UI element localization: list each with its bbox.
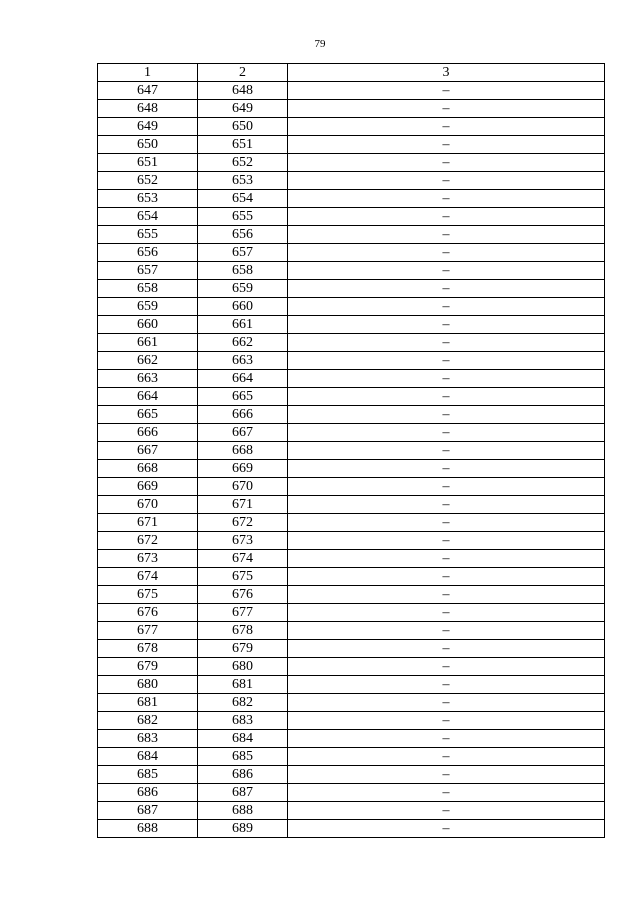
table-cell: 685: [98, 766, 198, 784]
table-cell: 662: [98, 352, 198, 370]
table-cell: 665: [198, 388, 288, 406]
table-row: [98, 496, 605, 514]
table-cell: –: [288, 298, 605, 316]
table-cell: 676: [198, 586, 288, 604]
table-cell: 661: [198, 316, 288, 334]
table-cell: 660: [198, 298, 288, 316]
table-cell: 675: [98, 586, 198, 604]
table-cell: 677: [98, 622, 198, 640]
table-row: [98, 82, 605, 100]
table-row: [98, 748, 605, 766]
table-cell: –: [288, 694, 605, 712]
table-cell: 669: [198, 460, 288, 478]
table-cell: 670: [198, 478, 288, 496]
table-cell: –: [288, 640, 605, 658]
table-row: [98, 784, 605, 802]
table-cell: 673: [198, 532, 288, 550]
table-cell: 686: [198, 766, 288, 784]
table-cell: 657: [98, 262, 198, 280]
table-cell: –: [288, 442, 605, 460]
table-cell: –: [288, 406, 605, 424]
table-cell: 673: [98, 550, 198, 568]
table-cell: 672: [198, 514, 288, 532]
table-cell: –: [288, 496, 605, 514]
table-row: [98, 100, 605, 118]
table-row: [98, 172, 605, 190]
table-cell: 654: [98, 208, 198, 226]
table-row: [98, 280, 605, 298]
table-cell: 648: [98, 100, 198, 118]
table-row: [98, 406, 605, 424]
table-row: [98, 820, 605, 838]
table-cell: 667: [98, 442, 198, 460]
table-cell: 656: [198, 226, 288, 244]
table-cell: –: [288, 244, 605, 262]
table-cell: 650: [198, 118, 288, 136]
table-row: [98, 460, 605, 478]
table-cell: –: [288, 478, 605, 496]
table-cell: –: [288, 748, 605, 766]
table-cell: –: [288, 118, 605, 136]
table-cell: –: [288, 190, 605, 208]
table-cell: 683: [198, 712, 288, 730]
column-header: 1: [98, 64, 198, 82]
table-cell: –: [288, 100, 605, 118]
table-cell: 682: [198, 694, 288, 712]
table-row: [98, 226, 605, 244]
table-cell: 681: [98, 694, 198, 712]
table-row: [98, 568, 605, 586]
table-row: [98, 640, 605, 658]
table-cell: 674: [98, 568, 198, 586]
table-cell: 655: [198, 208, 288, 226]
table-cell: –: [288, 712, 605, 730]
table-cell: –: [288, 820, 605, 838]
table-cell: 671: [98, 514, 198, 532]
table-row: [98, 424, 605, 442]
table-cell: 672: [98, 532, 198, 550]
table-cell: –: [288, 370, 605, 388]
table-row: [98, 118, 605, 136]
table-cell: 682: [98, 712, 198, 730]
table-cell: 647: [98, 82, 198, 100]
table-row: [98, 676, 605, 694]
table-cell: 653: [198, 172, 288, 190]
page-number: 79: [314, 38, 326, 50]
table-row: [98, 190, 605, 208]
table-cell: –: [288, 604, 605, 622]
table-row: [98, 316, 605, 334]
table-row: [98, 262, 605, 280]
table-row: [98, 442, 605, 460]
table-row: [98, 532, 605, 550]
table-cell: 687: [98, 802, 198, 820]
table-cell: 678: [98, 640, 198, 658]
table-row: [98, 244, 605, 262]
table-cell: –: [288, 316, 605, 334]
table-cell: 689: [198, 820, 288, 838]
table-cell: 669: [98, 478, 198, 496]
table-cell: 651: [98, 154, 198, 172]
table-row: [98, 730, 605, 748]
table-cell: 674: [198, 550, 288, 568]
table-cell: –: [288, 334, 605, 352]
table-row: [98, 658, 605, 676]
table-cell: 666: [98, 424, 198, 442]
table-cell: –: [288, 676, 605, 694]
table-row: [98, 514, 605, 532]
table-cell: 652: [198, 154, 288, 172]
table-cell: –: [288, 172, 605, 190]
table-cell: 654: [198, 190, 288, 208]
table-row: [98, 712, 605, 730]
table-cell: 661: [98, 334, 198, 352]
table-cell: 649: [98, 118, 198, 136]
table-body: [98, 82, 605, 838]
table-cell: 670: [98, 496, 198, 514]
table-cell: –: [288, 550, 605, 568]
table-cell: 658: [98, 280, 198, 298]
table-cell: 684: [98, 748, 198, 766]
table-cell: 686: [98, 784, 198, 802]
table-row: [98, 622, 605, 640]
table-cell: 685: [198, 748, 288, 766]
table-cell: 648: [198, 82, 288, 100]
table-cell: 677: [198, 604, 288, 622]
table-cell: 679: [98, 658, 198, 676]
table-cell: 667: [198, 424, 288, 442]
table-cell: –: [288, 658, 605, 676]
table-cell: –: [288, 586, 605, 604]
table-cell: 660: [98, 316, 198, 334]
table-cell: 680: [98, 676, 198, 694]
table-cell: 681: [198, 676, 288, 694]
table-cell: –: [288, 460, 605, 478]
table-cell: 675: [198, 568, 288, 586]
table-row: [98, 136, 605, 154]
table-cell: 650: [98, 136, 198, 154]
table-cell: –: [288, 730, 605, 748]
table-cell: 671: [198, 496, 288, 514]
table-row: [98, 352, 605, 370]
table-cell: –: [288, 514, 605, 532]
table-row: [98, 802, 605, 820]
data-table: [97, 63, 605, 838]
table-cell: 659: [198, 280, 288, 298]
table-row: [98, 604, 605, 622]
table-cell: 688: [98, 820, 198, 838]
table-cell: –: [288, 532, 605, 550]
table-cell: –: [288, 388, 605, 406]
table-cell: 668: [98, 460, 198, 478]
table-cell: 676: [98, 604, 198, 622]
column-header: 2: [198, 64, 288, 82]
table-cell: 683: [98, 730, 198, 748]
table-cell: –: [288, 82, 605, 100]
table-cell: 666: [198, 406, 288, 424]
table-header-row: [98, 64, 605, 82]
table-cell: –: [288, 622, 605, 640]
table-row: [98, 586, 605, 604]
table-cell: 659: [98, 298, 198, 316]
table-cell: 679: [198, 640, 288, 658]
table-cell: –: [288, 208, 605, 226]
table-cell: 657: [198, 244, 288, 262]
table-cell: 652: [98, 172, 198, 190]
table-row: [98, 478, 605, 496]
table-cell: 656: [98, 244, 198, 262]
table-row: [98, 208, 605, 226]
table-cell: 655: [98, 226, 198, 244]
table-cell: 688: [198, 802, 288, 820]
table-cell: –: [288, 784, 605, 802]
table-cell: 651: [198, 136, 288, 154]
table-cell: 662: [198, 334, 288, 352]
table-cell: 680: [198, 658, 288, 676]
table-cell: 665: [98, 406, 198, 424]
table-cell: –: [288, 568, 605, 586]
table-row: [98, 298, 605, 316]
table-cell: –: [288, 352, 605, 370]
table-cell: 664: [198, 370, 288, 388]
table-cell: 687: [198, 784, 288, 802]
table-cell: 678: [198, 622, 288, 640]
table-cell: –: [288, 154, 605, 172]
table-cell: 663: [198, 352, 288, 370]
table-cell: 664: [98, 388, 198, 406]
table-cell: 684: [198, 730, 288, 748]
table-cell: –: [288, 136, 605, 154]
table-cell: 668: [198, 442, 288, 460]
table-cell: –: [288, 424, 605, 442]
table-cell: –: [288, 802, 605, 820]
table-row: [98, 694, 605, 712]
table-row: [98, 550, 605, 568]
table-cell: –: [288, 766, 605, 784]
column-header: 3: [288, 64, 605, 82]
table-row: [98, 388, 605, 406]
table-row: [98, 154, 605, 172]
table-cell: –: [288, 262, 605, 280]
table-cell: 649: [198, 100, 288, 118]
table-row: [98, 334, 605, 352]
table-cell: 663: [98, 370, 198, 388]
table-row: [98, 766, 605, 784]
table-cell: 658: [198, 262, 288, 280]
table-cell: 653: [98, 190, 198, 208]
table-row: [98, 370, 605, 388]
table-cell: –: [288, 280, 605, 298]
table-cell: –: [288, 226, 605, 244]
